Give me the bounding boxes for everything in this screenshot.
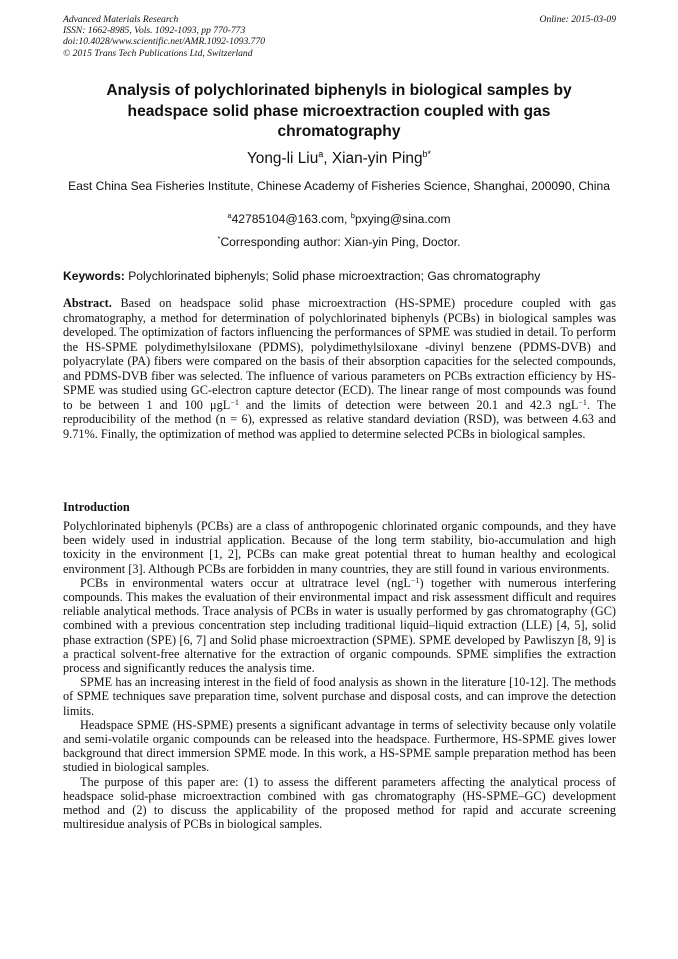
email-list bbox=[0, 211, 678, 227]
author-separator: , bbox=[323, 150, 332, 167]
journal-header bbox=[63, 14, 616, 59]
email-address[interactable]: pxying@sina.com bbox=[354, 212, 451, 226]
introduction-body bbox=[63, 519, 616, 831]
paragraph bbox=[63, 576, 616, 675]
unit-exponent: −1 bbox=[410, 575, 420, 585]
email-sup: b bbox=[350, 211, 355, 220]
affiliation: East China Sea Fisheries Institute, Chinese Academy of Fisheries Science, Shanghai, 200090, China bbox=[68, 179, 610, 193]
abstract-label: Abstract. bbox=[63, 296, 112, 310]
section-heading-introduction: Introduction bbox=[63, 500, 130, 514]
journal-name: Advanced Materials Research bbox=[63, 14, 179, 25]
paragraph: Polychlorinated biphenyls (PCBs) are a class of anthropogenic chlorinated organic compounds, and they have been widely used in industrial application. Because of the long term stability, bio-accumulation and high toxicity in the environment [1, 2], PCBs can make great potential threat to human healthy and ecological environment [3]. Although PCBs are forbidden in many countries, they are still found in various environments. bbox=[63, 519, 616, 576]
author-sup: b* bbox=[422, 149, 432, 159]
author-list bbox=[0, 150, 678, 168]
author-sup: a bbox=[318, 149, 324, 159]
doi-line: doi:10.4028/www.scientific.net/AMR.1092-1093.770 bbox=[63, 36, 266, 48]
email-sup: a bbox=[227, 211, 232, 220]
author-name: Xian-yin Ping bbox=[331, 150, 423, 167]
paragraph-text: PCBs in environmental waters occur at ultratrace level (ngL bbox=[80, 575, 411, 590]
email-address[interactable]: 42785104@163.com bbox=[231, 212, 345, 226]
keywords-label: Keywords: bbox=[63, 269, 125, 283]
email-separator: , bbox=[344, 212, 351, 226]
copyright-line: © 2015 Trans Tech Publications Ltd, Switzerland bbox=[63, 47, 253, 59]
abstract-text: Based on headspace solid phase microextraction (HS-SPME) procedure coupled with gas chromatography, a method for determination of polychlorinated biphenyls (PCBs) in biological samples was developed. The optimization of factors influencing the performances of SPME was studied in detail. To perform the HS-SPME polydimethylsiloxane (PDMS), polydimethylsiloxane -divinyl benzene (PDMS-DVB) and polyacrylate (PA) fibers were compared on the basis of their absorption capacities for the selected compounds, and PDMS-DVB fiber was selected. The influence of various parameters on PCBs extraction efficiency by HS-SPME was studied using GC-electron capture detector (ECD). The linear range of most compounds was found to be between 1 and 100 μgL bbox=[63, 296, 616, 412]
paper-title: Analysis of polychlorinated biphenyls in biological samples by headspace solid phase microextraction coupled with gas chromatography bbox=[106, 82, 572, 140]
paragraph: Headspace SPME (HS-SPME) presents a significant advantage in terms of selectivity because only volatile and semi-volatile organic compounds can be released into the headspace. Furthermore, HS-SPME gives lower background that direct immersion SPME mode. In this work, a HS-SPME sample preparation method has been studied in biological samples. bbox=[63, 717, 616, 775]
abstract-text: and the limits of detection were between 20.1 and 42.3 ngL bbox=[238, 397, 579, 412]
paragraph-text: ) together with numerous interfering compounds. This makes the evaluation of their environmental impact and risk assessment difficult and requires reliable analytical methods. Trace analysis of PCBs in water is usually performed by gas chromatography (GC) combined with a previous concentration step including traditional liquid–liquid extraction (LLE) [4, 5], solid phase extraction (SPE) [6, 7] and Solid phase microextraction (SPME). SPME developed by Pawliszyn [8, 9] is a practical solvent-free alternative for the extraction of organic compounds. SPME simplifies the extraction process and significantly reduces the analysis time. bbox=[63, 575, 616, 676]
issn-line: ISSN: 1662-8985, Vols. 1092-1093, pp 770-773 bbox=[63, 25, 246, 37]
abstract bbox=[63, 296, 616, 441]
unit-exponent: −1 bbox=[578, 397, 587, 407]
corresponding-sup: * bbox=[217, 234, 221, 243]
corresponding-author bbox=[0, 234, 678, 250]
abstract-text: . The reproducibility of the method (n = 6), expressed as relative standard deviation (RSD), was between 4.63 and 9.71%. Finally, the optimization of method was applied to determine selected PCBs in biological samples. bbox=[63, 397, 617, 441]
author-name: Yong-li Liu bbox=[246, 150, 319, 167]
corresponding-text: Corresponding author: Xian-yin Ping, Doctor. bbox=[220, 235, 461, 249]
unit-exponent: −1 bbox=[230, 397, 239, 407]
paragraph: SPME has an increasing interest in the field of food analysis as shown in the literature [10-12]. The methods of SPME techniques save preparation time, solvent purchase and disposal costs, and can improve the detection limits. bbox=[63, 675, 616, 718]
keywords bbox=[63, 268, 623, 284]
paragraph: The purpose of this paper are: (1) to assess the different parameters affecting the analytical process of headspace solid-phase microextraction combined with gas chromatography (HS-SPME–GC) development method and (2) to discuss the applicability of the proposed method for rapid and accurate screening multiresidue analysis of PCBs in biological samples. bbox=[63, 774, 616, 832]
keywords-text: Polychlorinated biphenyls; Solid phase microextraction; Gas chromatography bbox=[124, 269, 541, 283]
online-date: Online: 2015-03-09 bbox=[539, 14, 616, 25]
